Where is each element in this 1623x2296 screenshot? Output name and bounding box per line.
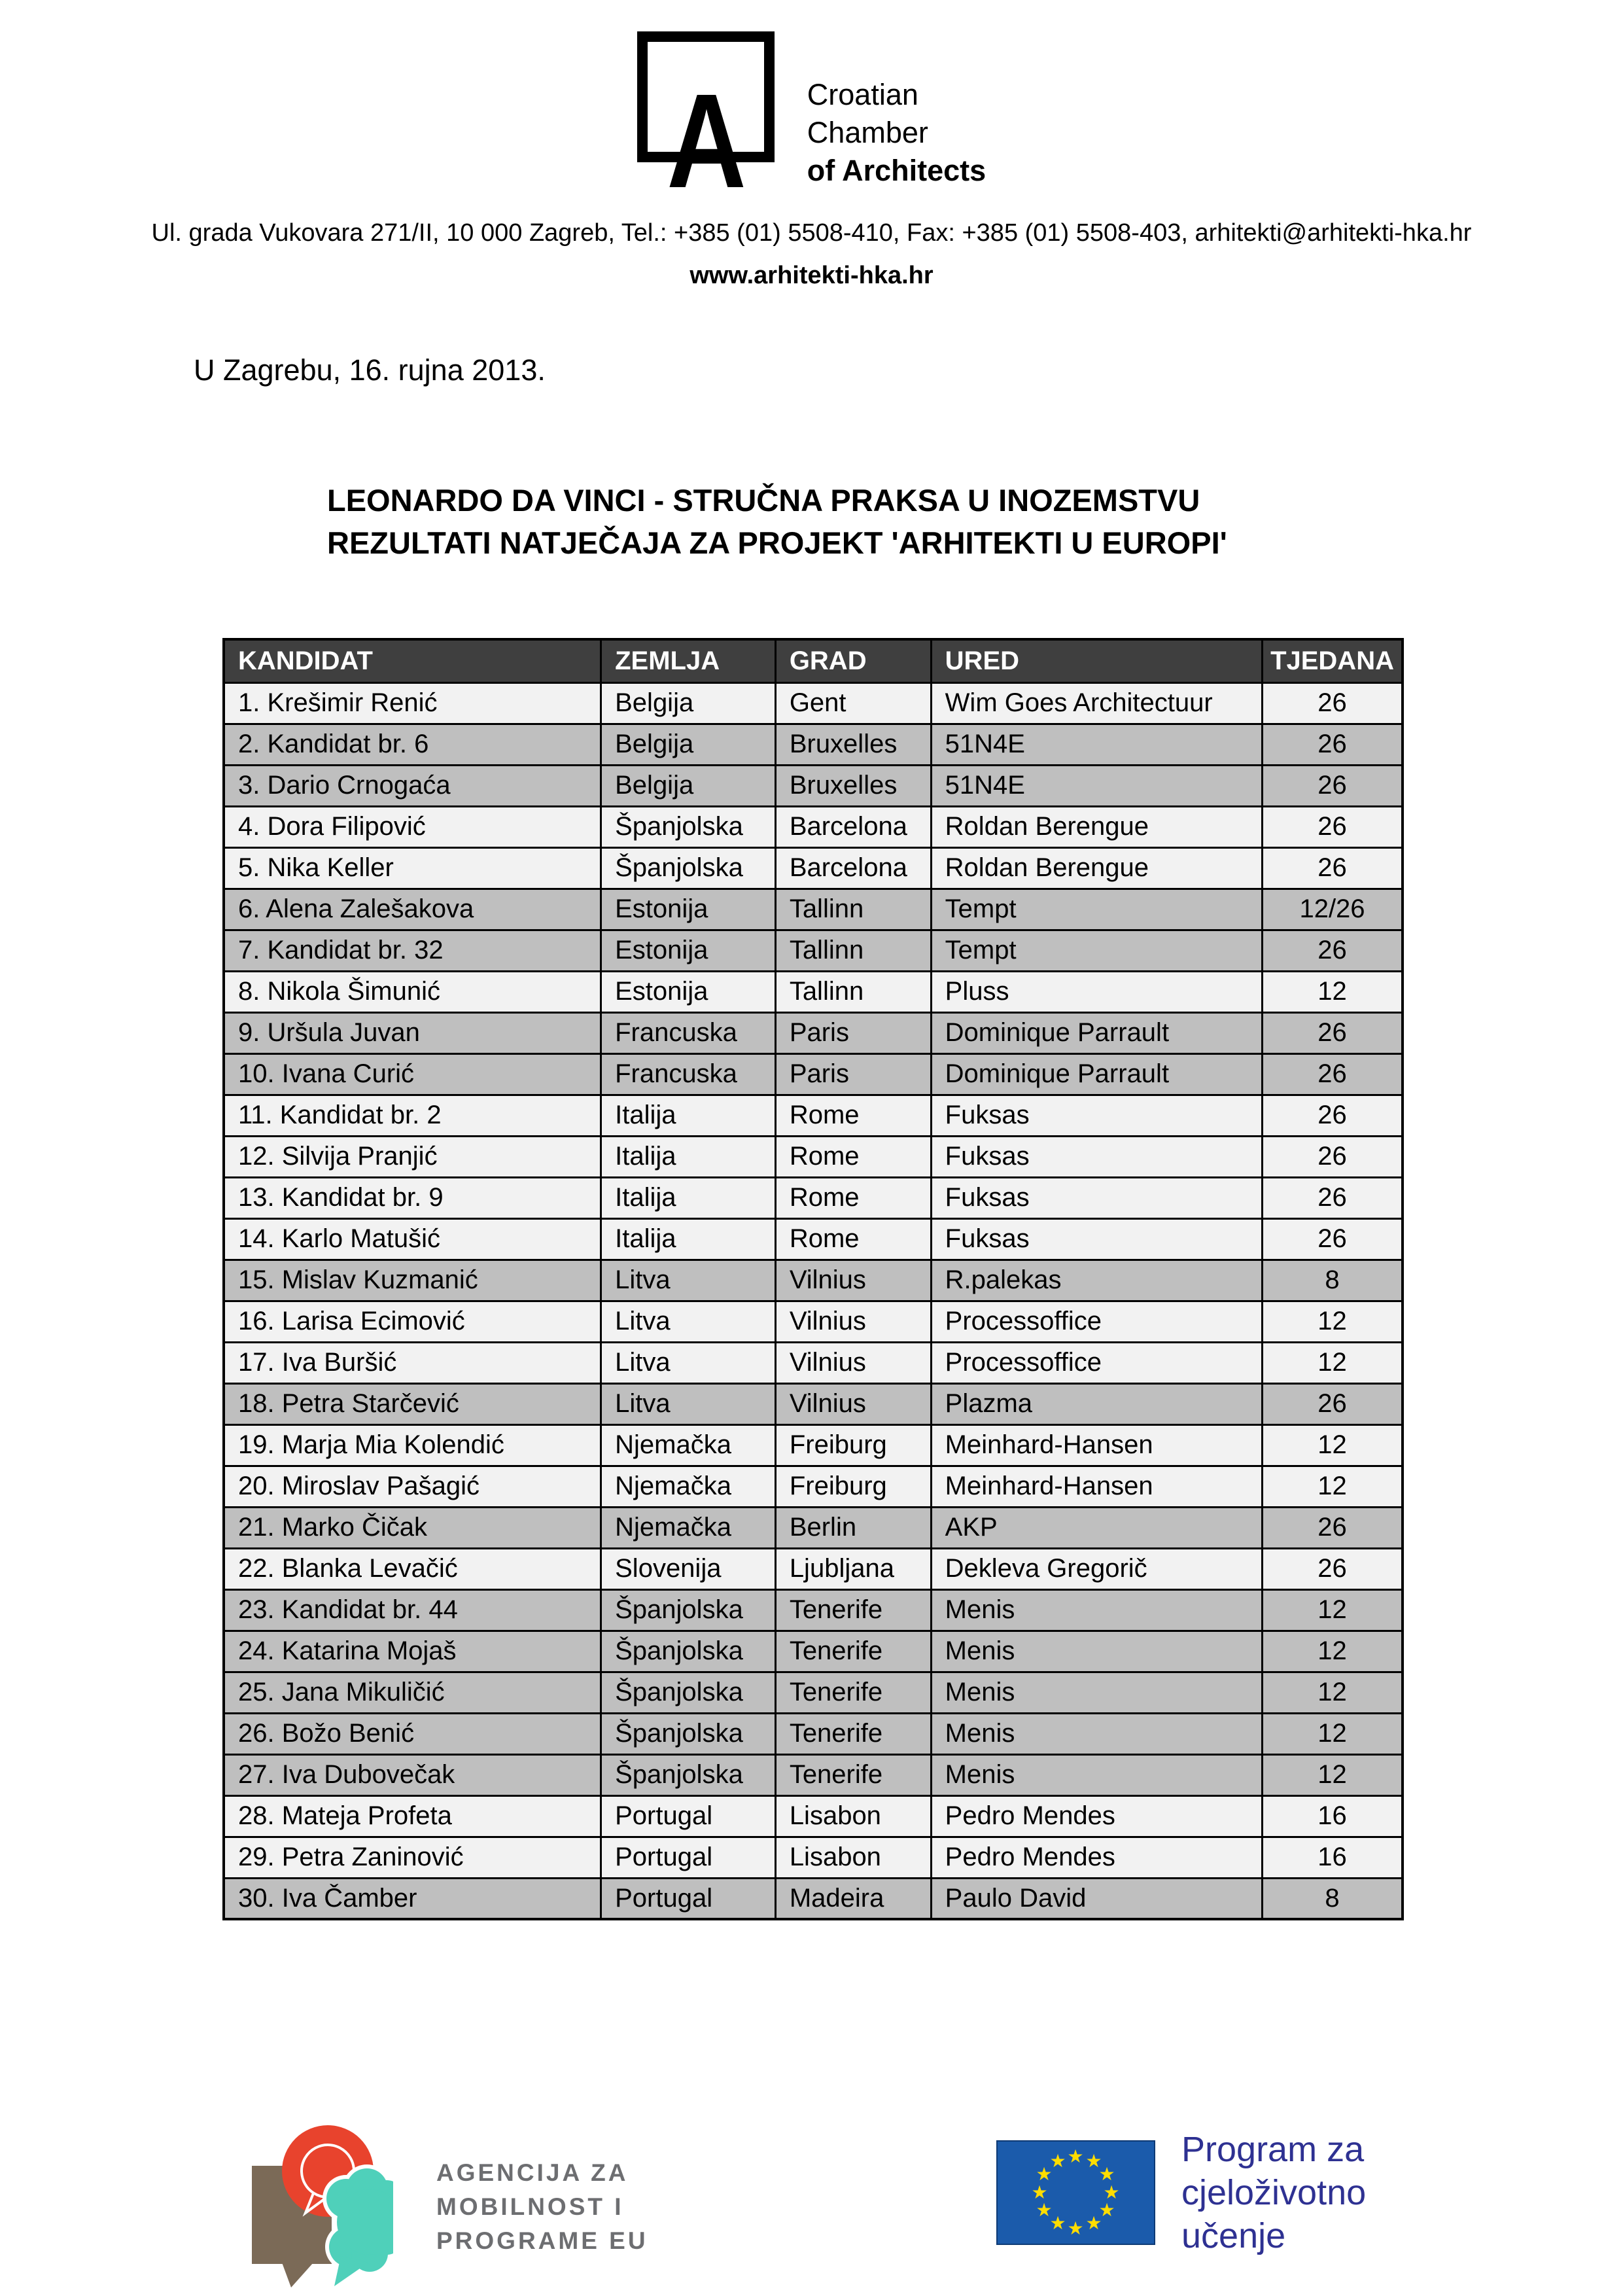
- cell-city: Tenerife: [775, 1754, 931, 1795]
- cell-city: Barcelona: [775, 847, 931, 889]
- table-row: [224, 1218, 1403, 1260]
- cell-city: Paris: [775, 1012, 931, 1053]
- document-title: [327, 479, 1227, 564]
- cell-office: R.palekas: [931, 1260, 1262, 1301]
- table-row: [224, 1012, 1403, 1053]
- table-row: [224, 1795, 1403, 1837]
- cell-office: Processoffice: [931, 1301, 1262, 1342]
- chamber-header: [0, 29, 1623, 216]
- table-row: [224, 1177, 1403, 1218]
- cell-country: Italija: [601, 1095, 776, 1136]
- column-header-kandidat: KANDIDAT: [224, 639, 601, 682]
- cell-country: Litva: [601, 1342, 776, 1383]
- cell-country: Španjolska: [601, 1631, 776, 1672]
- cell-candidate: 11. Kandidat br. 2: [224, 1095, 601, 1136]
- cell-country: Francuska: [601, 1012, 776, 1053]
- results-table: [222, 638, 1404, 1920]
- cell-country: Portugal: [601, 1795, 776, 1837]
- cell-weeks: 12: [1263, 1589, 1403, 1631]
- cell-city: Tallinn: [775, 889, 931, 930]
- cell-city: Rome: [775, 1218, 931, 1260]
- cell-office: Menis: [931, 1713, 1262, 1754]
- cell-city: Bruxelles: [775, 724, 931, 765]
- table-row: [224, 1260, 1403, 1301]
- cell-weeks: 26: [1263, 682, 1403, 724]
- cell-weeks: 12: [1263, 1672, 1403, 1713]
- table-row: [224, 1754, 1403, 1795]
- cell-city: Barcelona: [775, 806, 931, 847]
- cell-weeks: 12: [1263, 1342, 1403, 1383]
- cell-city: Tenerife: [775, 1713, 931, 1754]
- cell-office: Meinhard-Hansen: [931, 1466, 1262, 1507]
- cell-candidate: 16. Larisa Ecimović: [224, 1301, 601, 1342]
- cell-city: Lisabon: [775, 1837, 931, 1878]
- table-row: [224, 1589, 1403, 1631]
- website-line: www.arhitekti-hka.hr: [689, 262, 934, 289]
- cell-country: Španjolska: [601, 806, 776, 847]
- table-row: [224, 1631, 1403, 1672]
- cell-office: Wim Goes Architectuur: [931, 682, 1262, 724]
- table-row: [224, 1837, 1403, 1878]
- cell-candidate: 15. Mislav Kuzmanić: [224, 1260, 601, 1301]
- cell-city: Tallinn: [775, 930, 931, 971]
- cell-candidate: 1. Krešimir Renić: [224, 682, 601, 724]
- cell-city: Paris: [775, 1053, 931, 1095]
- cell-city: Gent: [775, 682, 931, 724]
- chamber-name: [807, 29, 986, 203]
- cell-weeks: 26: [1263, 1507, 1403, 1548]
- svg-text:★: ★: [1098, 2163, 1115, 2185]
- cell-office: Fuksas: [931, 1136, 1262, 1177]
- cell-candidate: 9. Uršula Juvan: [224, 1012, 601, 1053]
- cell-office: Fuksas: [931, 1177, 1262, 1218]
- cell-weeks: 16: [1263, 1837, 1403, 1878]
- cell-weeks: 26: [1263, 1177, 1403, 1218]
- cell-candidate: 3. Dario Crnogaća: [224, 765, 601, 806]
- date-line: U Zagrebu, 16. rujna 2013.: [194, 353, 546, 387]
- table-row: [224, 1136, 1403, 1177]
- cell-city: Tenerife: [775, 1631, 931, 1672]
- cell-candidate: 12. Silvija Pranjić: [224, 1136, 601, 1177]
- cell-country: Njemačka: [601, 1466, 776, 1507]
- eu-flag-icon: [996, 2140, 1155, 2245]
- cell-office: Tempt: [931, 889, 1262, 930]
- cell-candidate: 23. Kandidat br. 44: [224, 1589, 601, 1631]
- table-row: [224, 847, 1403, 889]
- cell-country: Portugal: [601, 1878, 776, 1919]
- cell-office: Menis: [931, 1754, 1262, 1795]
- cell-country: Španjolska: [601, 1713, 776, 1754]
- cell-city: Vilnius: [775, 1342, 931, 1383]
- eu-programme-line: cjeloživotno: [1181, 2173, 1367, 2212]
- cell-office: 51N4E: [931, 765, 1262, 806]
- cell-weeks: 12: [1263, 1713, 1403, 1754]
- cell-city: Bruxelles: [775, 765, 931, 806]
- cell-candidate: 4. Dora Filipović: [224, 806, 601, 847]
- cell-candidate: 14. Karlo Matušić: [224, 1218, 601, 1260]
- cell-weeks: 12: [1263, 1424, 1403, 1466]
- cell-city: Freiburg: [775, 1424, 931, 1466]
- cell-weeks: 26: [1263, 1218, 1403, 1260]
- cell-city: Freiburg: [775, 1466, 931, 1507]
- cell-weeks: 26: [1263, 724, 1403, 765]
- cell-country: Estonija: [601, 971, 776, 1012]
- table-row: [224, 1548, 1403, 1589]
- svg-text:★: ★: [1031, 2181, 1048, 2203]
- svg-text:★: ★: [1036, 2163, 1053, 2185]
- chamber-logo-icon: [637, 29, 776, 216]
- cell-candidate: 8. Nikola Šimunić: [224, 971, 601, 1012]
- cell-candidate: 22. Blanka Levačić: [224, 1548, 601, 1589]
- table-row: [224, 889, 1403, 930]
- cell-country: Francuska: [601, 1053, 776, 1095]
- table-row: [224, 1672, 1403, 1713]
- cell-city: Rome: [775, 1177, 931, 1218]
- table-row: [224, 1383, 1403, 1424]
- table-row: [224, 682, 1403, 724]
- cell-office: AKP: [931, 1507, 1262, 1548]
- cell-office: Dominique Parrault: [931, 1012, 1262, 1053]
- cell-office: Paulo David: [931, 1878, 1262, 1919]
- cell-weeks: 26: [1263, 930, 1403, 971]
- column-header-grad: GRAD: [775, 639, 931, 682]
- cell-candidate: 21. Marko Čičak: [224, 1507, 601, 1548]
- cell-weeks: 12: [1263, 1301, 1403, 1342]
- cell-country: Litva: [601, 1301, 776, 1342]
- cell-office: Pedro Mendes: [931, 1837, 1262, 1878]
- cell-country: Belgija: [601, 682, 776, 724]
- cell-city: Rome: [775, 1095, 931, 1136]
- cell-candidate: 2. Kandidat br. 6: [224, 724, 601, 765]
- cell-country: Španjolska: [601, 1754, 776, 1795]
- svg-text:★: ★: [1049, 2150, 1066, 2172]
- cell-candidate: 17. Iva Buršić: [224, 1342, 601, 1383]
- cell-city: Tallinn: [775, 971, 931, 1012]
- cell-office: 51N4E: [931, 724, 1262, 765]
- table-header-row: [224, 639, 1403, 682]
- eu-programme-line: učenje: [1181, 2216, 1286, 2255]
- cell-weeks: 26: [1263, 1548, 1403, 1589]
- title-line-1: LEONARDO DA VINCI - STRUČNA PRAKSA U INOZEMSTVU: [327, 483, 1200, 518]
- cell-country: Španjolska: [601, 847, 776, 889]
- cell-weeks: 12: [1263, 1631, 1403, 1672]
- cell-country: Njemačka: [601, 1507, 776, 1548]
- cell-office: Fuksas: [931, 1095, 1262, 1136]
- table-row: [224, 806, 1403, 847]
- table-row: [224, 724, 1403, 765]
- svg-text:★: ★: [1067, 2217, 1084, 2239]
- cell-city: Rome: [775, 1136, 931, 1177]
- cell-candidate: 19. Marja Mia Kolendić: [224, 1424, 601, 1466]
- table-row: [224, 1878, 1403, 1919]
- agency-name-line: AGENCIJA ZA: [436, 2159, 629, 2186]
- cell-candidate: 18. Petra Starčević: [224, 1383, 601, 1424]
- cell-city: Ljubljana: [775, 1548, 931, 1589]
- table-row: [224, 1713, 1403, 1754]
- cell-office: Dekleva Gregorič: [931, 1548, 1262, 1589]
- cell-weeks: 26: [1263, 1136, 1403, 1177]
- cell-candidate: 6. Alena Zalešakova: [224, 889, 601, 930]
- cell-candidate: 27. Iva Dubovečak: [224, 1754, 601, 1795]
- cell-weeks: 26: [1263, 1012, 1403, 1053]
- cell-candidate: 28. Mateja Profeta: [224, 1795, 601, 1837]
- cell-country: Litva: [601, 1383, 776, 1424]
- cell-weeks: 12: [1263, 1754, 1403, 1795]
- cell-office: Meinhard-Hansen: [931, 1424, 1262, 1466]
- cell-office: Tempt: [931, 930, 1262, 971]
- svg-text:★: ★: [1049, 2212, 1066, 2234]
- table-row: [224, 1301, 1403, 1342]
- cell-weeks: 8: [1263, 1260, 1403, 1301]
- agency-name-line: MOBILNOST I: [436, 2193, 624, 2220]
- cell-weeks: 16: [1263, 1795, 1403, 1837]
- cell-weeks: 26: [1263, 1053, 1403, 1095]
- logo-letter-a: A: [667, 66, 746, 216]
- agency-name-line: PROGRAME EU: [436, 2227, 648, 2254]
- svg-text:★: ★: [1067, 2146, 1084, 2167]
- svg-text:★: ★: [1085, 2150, 1102, 2172]
- cell-weeks: 12/26: [1263, 889, 1403, 930]
- table-row: [224, 930, 1403, 971]
- chamber-name-line: of Architects: [807, 154, 986, 187]
- cell-candidate: 29. Petra Zaninović: [224, 1837, 601, 1878]
- cell-office: Menis: [931, 1631, 1262, 1672]
- cell-weeks: 26: [1263, 1095, 1403, 1136]
- cell-candidate: 26. Božo Benić: [224, 1713, 601, 1754]
- svg-text:★: ★: [1098, 2199, 1115, 2221]
- table-row: [224, 1053, 1403, 1095]
- cell-country: Slovenija: [601, 1548, 776, 1589]
- cell-office: Processoffice: [931, 1342, 1262, 1383]
- cell-candidate: 30. Iva Čamber: [224, 1878, 601, 1919]
- cell-candidate: 25. Jana Mikuličić: [224, 1672, 601, 1713]
- cell-office: Fuksas: [931, 1218, 1262, 1260]
- eu-programme-block: [996, 2128, 1366, 2257]
- cell-country: Italija: [601, 1177, 776, 1218]
- cell-country: Španjolska: [601, 1672, 776, 1713]
- cell-country: Italija: [601, 1136, 776, 1177]
- svg-text:★: ★: [1085, 2212, 1102, 2234]
- cell-candidate: 24. Katarina Mojaš: [224, 1631, 601, 1672]
- cell-office: Plazma: [931, 1383, 1262, 1424]
- cell-office: Pluss: [931, 971, 1262, 1012]
- cell-office: Menis: [931, 1589, 1262, 1631]
- table-row: [224, 1095, 1403, 1136]
- chamber-name-line: Croatian: [807, 78, 918, 111]
- cell-weeks: 12: [1263, 1466, 1403, 1507]
- cell-weeks: 8: [1263, 1878, 1403, 1919]
- table-row: [224, 971, 1403, 1012]
- cell-city: Lisabon: [775, 1795, 931, 1837]
- agency-name: [436, 2156, 648, 2258]
- cell-country: Estonija: [601, 889, 776, 930]
- eu-programme-name: [1181, 2128, 1366, 2257]
- column-header-ured: URED: [931, 639, 1262, 682]
- agency-speech-bubbles-icon: [251, 2125, 393, 2289]
- svg-text:★: ★: [1036, 2199, 1053, 2221]
- cell-country: Italija: [601, 1218, 776, 1260]
- address-line: Ul. grada Vukovara 271/II, 10 000 Zagreb, Tel.: +385 (01) 5508-410, Fax: +385 (01) 5508-403, arhitekti@arhitekti-hka.hr: [151, 219, 1472, 247]
- title-line-2: REZULTATI NATJEČAJA ZA PROJEKT 'ARHITEKTI U EUROPI': [327, 525, 1227, 560]
- cell-candidate: 7. Kandidat br. 32: [224, 930, 601, 971]
- cell-weeks: 26: [1263, 1383, 1403, 1424]
- cell-office: Roldan Berengue: [931, 806, 1262, 847]
- cell-office: Menis: [931, 1672, 1262, 1713]
- results-table-wrap: [222, 638, 1404, 1920]
- results-table-body: [224, 682, 1403, 1919]
- cell-candidate: 10. Ivana Curić: [224, 1053, 601, 1095]
- cell-office: Roldan Berengue: [931, 847, 1262, 889]
- table-row: [224, 1466, 1403, 1507]
- cell-weeks: 26: [1263, 847, 1403, 889]
- table-row: [224, 1424, 1403, 1466]
- cell-city: Madeira: [775, 1878, 931, 1919]
- cell-office: Dominique Parrault: [931, 1053, 1262, 1095]
- cell-office: Pedro Mendes: [931, 1795, 1262, 1837]
- cell-country: Litva: [601, 1260, 776, 1301]
- table-row: [224, 1507, 1403, 1548]
- table-row: [224, 1342, 1403, 1383]
- cell-country: Njemačka: [601, 1424, 776, 1466]
- cell-city: Tenerife: [775, 1589, 931, 1631]
- cell-country: Belgija: [601, 724, 776, 765]
- cell-candidate: 20. Miroslav Pašagić: [224, 1466, 601, 1507]
- cell-weeks: 26: [1263, 806, 1403, 847]
- cell-city: Tenerife: [775, 1672, 931, 1713]
- cell-country: Estonija: [601, 930, 776, 971]
- column-header-tjedana: TJEDANA: [1263, 639, 1403, 682]
- cell-city: Vilnius: [775, 1301, 931, 1342]
- cell-weeks: 26: [1263, 765, 1403, 806]
- agency-logo-block: [251, 2125, 648, 2289]
- table-row: [224, 765, 1403, 806]
- cell-weeks: 12: [1263, 971, 1403, 1012]
- cell-candidate: 13. Kandidat br. 9: [224, 1177, 601, 1218]
- cell-country: Portugal: [601, 1837, 776, 1878]
- cell-country: Španjolska: [601, 1589, 776, 1631]
- column-header-zemlja: ZEMLJA: [601, 639, 776, 682]
- chamber-name-line: Chamber: [807, 116, 928, 149]
- cell-city: Vilnius: [775, 1260, 931, 1301]
- cell-country: Belgija: [601, 765, 776, 806]
- cell-city: Berlin: [775, 1507, 931, 1548]
- eu-programme-line: Program za: [1181, 2130, 1365, 2169]
- cell-candidate: 5. Nika Keller: [224, 847, 601, 889]
- cell-city: Vilnius: [775, 1383, 931, 1424]
- svg-text:★: ★: [1103, 2181, 1120, 2203]
